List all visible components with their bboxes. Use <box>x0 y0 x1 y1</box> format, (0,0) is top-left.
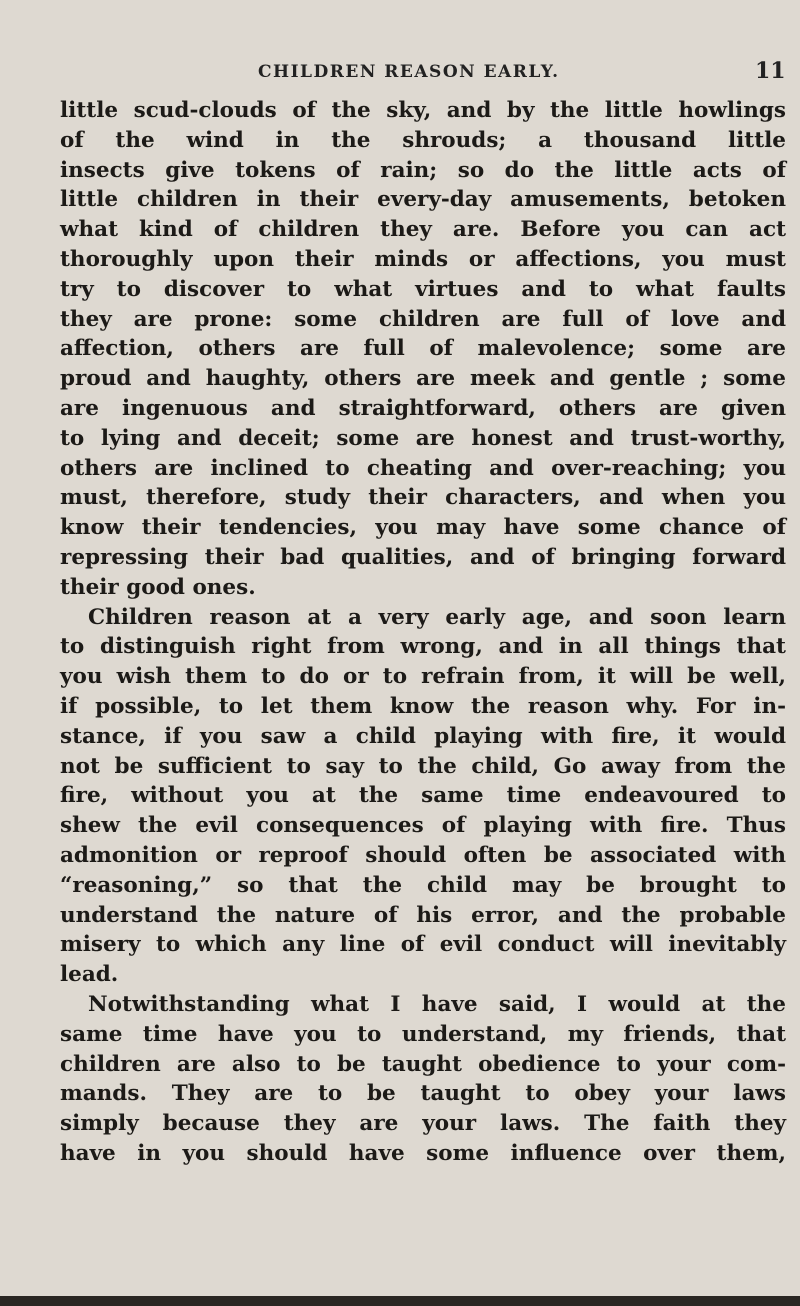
text-line: their good ones. <box>60 574 256 600</box>
text-line: same time have you to understand, my friends, that <box>60 1021 786 1047</box>
text-line: proud and haughty, others are meek and gentle ; some <box>60 366 786 392</box>
text-line: simply because they are your laws. The faith they <box>60 1111 786 1137</box>
text-line: to distinguish right from wrong, and in all things that <box>60 634 786 660</box>
text-line: not be sufficient to say to the child, Go away from the <box>60 753 786 779</box>
text-line: stance, if you saw a child playing with fire, it would <box>60 723 786 749</box>
text-line: to lying and deceit; some are honest and trust-worthy, <box>60 425 786 451</box>
running-head: CHILDREN REASON EARLY. <box>258 62 560 82</box>
text-line: others are inclined to cheating and over-reaching; you <box>60 455 786 481</box>
text-line: lead. <box>60 962 119 988</box>
text-line: what kind of children they are. Before you can act <box>60 217 786 243</box>
text-line: have in you should have some influence over them, <box>60 1140 786 1166</box>
text-line: understand the nature of his error, and the probable <box>60 902 786 928</box>
text-line: fire, without you at the same time endeavoured to <box>60 783 786 809</box>
text-line: repressing their bad qualities, and of bringing forward <box>60 544 786 570</box>
paragraph-start-line: Children reason at a very early age, and soon learn <box>88 604 786 630</box>
text-line: thoroughly upon their minds or affections, you must <box>60 246 786 272</box>
text-line: of the wind in the shrouds; a thousand little <box>60 127 786 153</box>
paragraph-start-line: Notwithstanding what I have said, I would at the <box>88 991 786 1017</box>
text-line: try to discover to what virtues and to what faults <box>60 276 786 302</box>
page-edge-divider <box>0 1296 800 1306</box>
text-line: must, therefore, study their characters, and when you <box>60 485 786 511</box>
text-line: little scud-clouds of the sky, and by the little howlings <box>60 98 786 123</box>
text-line: little children in their every-day amusements, betoken <box>60 187 786 213</box>
text-line: affection, others are full of malevolence; some are <box>60 336 786 362</box>
text-line: children are also to be taught obedience to your com- <box>60 1051 786 1077</box>
text-line: insects give tokens of rain; so do the little acts of <box>60 157 786 183</box>
text-line: they are prone: some children are full of love and <box>60 306 786 332</box>
body-text <box>60 96 786 1169</box>
text-line: are ingenuous and straightforward, others are given <box>60 395 786 421</box>
text-line: “reasoning,” so that the child may be brought to <box>60 872 786 898</box>
text-line: misery to which any line of evil conduct will inevitably <box>60 932 786 958</box>
page-number: 11 <box>755 58 786 84</box>
text-line: admonition or reproof should often be associated with <box>60 842 786 868</box>
text-line: you wish them to do or to refrain from, it will be well, <box>60 664 786 690</box>
text-line: shew the evil consequences of playing with fire. Thus <box>60 813 786 839</box>
text-line: if possible, to let them know the reason why. For in- <box>60 693 786 719</box>
text-line: mands. They are to be taught to obey your laws <box>60 1081 786 1107</box>
text-line: know their tendencies, you may have some chance of <box>60 515 786 541</box>
